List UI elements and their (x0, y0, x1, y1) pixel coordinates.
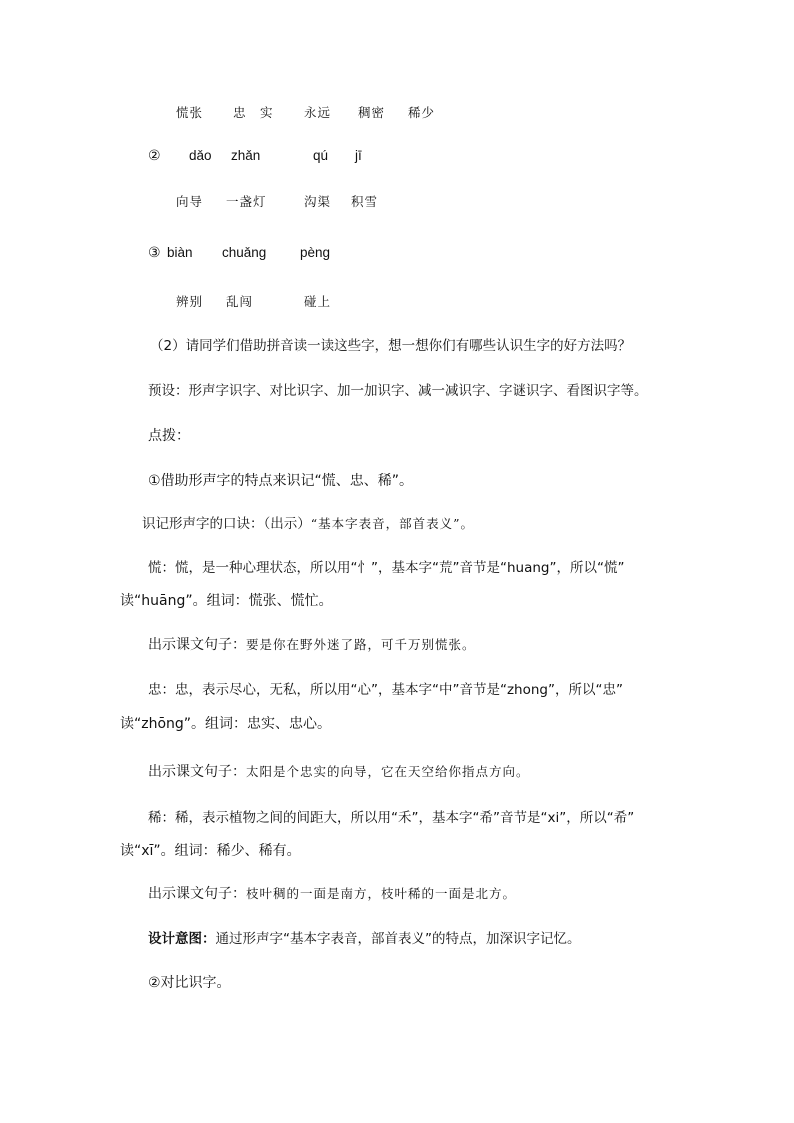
question-text: （2）请同学们借助拼音读一读这些字，想一想你们有哪些认识生字的好方法吗？ (150, 338, 632, 354)
sentence1-text: 要是你在野外迷了路，可千万别慌张。 (246, 637, 476, 652)
design-intent-line (148, 930, 581, 948)
pinyin-ji: jī (355, 148, 362, 163)
sentence2-text: 太阳是个忠实的向导，它在天空给你指点方向。 (246, 764, 530, 779)
huang-explain-line1: 慌：慌，是一种心理状态，所以用“忄”，基本字“荒”音节是“huang”，所以“慌” (148, 560, 625, 576)
sentence3-label: 出示课文句子： (148, 886, 246, 902)
word-yongyuan: 永远 (304, 105, 332, 120)
zhong-explain-line1: 忠：忠，表示尽心，无私，所以用“心”，基本字“中”音节是“zhong”，所以“忠” (148, 682, 623, 698)
rhyme-text: “基本字表音，部首表义”。 (310, 516, 475, 531)
pinyin-peng: pèng (300, 245, 331, 260)
sentence1-label: 出示课文句子： (148, 637, 246, 653)
xi-explain-line2: 读“xī”。组词：稀少、稀有。 (120, 843, 301, 859)
huang-explain-line2: 读“huāng”。组词：慌张、慌忙。 (120, 593, 333, 609)
sentence2-line (148, 763, 530, 781)
word-pengshang: 碰上 (304, 294, 332, 309)
guide-label: 点拨： (148, 428, 190, 444)
xi-explain-line1: 稀：稀，表示植物之间的间距大，所以用“禾”，基本字“希”音节是“xi”，所以“希” (148, 810, 635, 826)
group2-marker: ② (148, 148, 161, 164)
preset-text: 预设：形声字识字、对比识字、加一加识字、减一减识字、字谜识字、看图识字等。 (148, 383, 648, 399)
rhyme-line (142, 515, 474, 533)
word-jixue: 积雪 (351, 194, 379, 209)
design-intent-label: 设计意图： (148, 931, 216, 947)
method2-text: ②对比识字。 (148, 975, 231, 991)
word-yizhandeng: 一盏灯 (226, 194, 267, 209)
sentence3-text: 枝叶稠的一面是南方，枝叶稀的一面是北方。 (246, 886, 517, 901)
method1-text: ①借助形声字的特点来识记“慌、忠、稀”。 (148, 473, 414, 489)
word-bianbie: 辨别 (176, 294, 204, 309)
word-xishao: 稀少 (408, 105, 436, 120)
group3-marker: ③ (148, 245, 161, 261)
sentence1-line (148, 636, 476, 654)
sentence3-line (148, 885, 516, 903)
zhong-explain-line2: 读“zhōng”。组词：忠实、忠心。 (120, 716, 332, 732)
word-luanchuang: 乱闯 (226, 294, 254, 309)
design-intent-text: 通过形声字“基本字表音，部首表义”的特点，加深识字记忆。 (215, 931, 581, 947)
word-zhongshi: 忠 实 (233, 105, 274, 120)
pinyin-bian: biàn (167, 245, 193, 260)
sentence2-label: 出示课文句子： (148, 764, 246, 780)
word-xiangdao: 向导 (176, 194, 204, 209)
pinyin-chuang: chuǎng (222, 245, 267, 260)
word-gouqu: 沟渠 (304, 194, 332, 209)
word-huangzhang: 慌张 (176, 105, 204, 120)
pinyin-zhan: zhǎn (231, 148, 261, 163)
pinyin-qu: qú (313, 148, 329, 163)
rhyme-prefix: 识记形声字的口诀：（出示） (142, 516, 311, 532)
word-choumi: 稠密 (358, 105, 386, 120)
pinyin-dao: dǎo (189, 148, 212, 163)
